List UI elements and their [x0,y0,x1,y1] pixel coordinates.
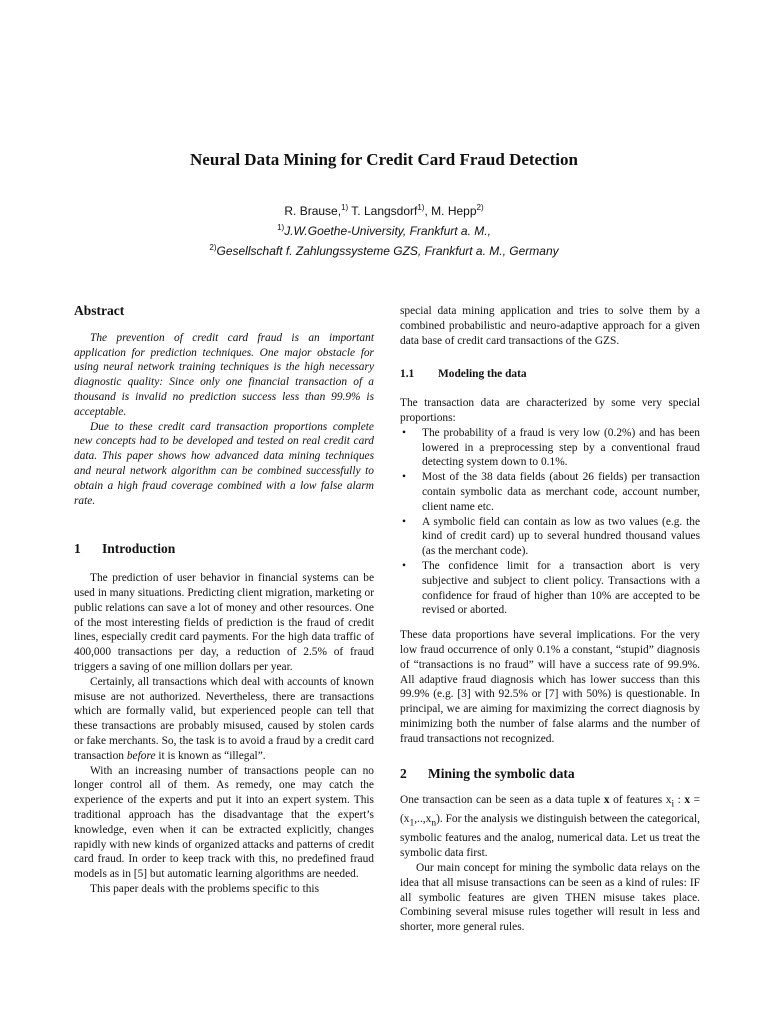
affiliation-mark: 1) [417,203,425,212]
list-item: • A symbolic field can contain as low as two values (e.g. the kind of credit card) up to several hundred thousand values (as the merchant code). [400,515,700,559]
section-heading [400,767,700,782]
abstract-body [74,331,374,509]
math-subscript: 1 [409,818,415,829]
section-number: 1 [74,541,81,557]
vector-symbol: x [684,794,691,807]
emphasis-text: before [126,749,156,762]
body-paragraph: special data mining application and tries to solve them by a combined probabilistic and neuro-adaptive approach for a given data base of credit card transactions of the GZS. [400,305,700,347]
affiliation-text: J.W.Goethe-University, Frankfurt a. M., [284,224,491,238]
body-text: Certainly, all transactions which deal with accounts of known misuse are not authorized. Nevertheless, there are transactions which are formally valid, but experienced people can tell that these transactions are probably misused, caused by stolen cards or fake merchants. So, the task is to avoid a fraud by a credit card transaction [74,675,374,762]
right-column [400,304,700,935]
abstract-paragraph: The prevention of credit card fraud is an important application for prediction techniques. One major obstacle for using neural network training techniques is the high necessary diagnostic quality: Since only one financial transaction of a thousand is invalid no prediction success less than 99.9% is acceptable. [74,331,374,418]
affiliation-line [0,244,768,258]
vector-symbol: x [603,794,610,807]
body-text: One transaction can be seen as a data tuple [400,794,604,807]
body-paragraph [74,675,374,764]
list-item: • The confidence limit for a transaction abort is very subjective and subject to client policy. Transactions with a confidence for fraud of higher than 10% are accepted to be revised or aborted. [400,559,700,618]
author-line [0,204,768,218]
body-paragraph: The prediction of user behavior in financial systems can be used in many situations. Predicting client migration, marketing or public relations can save a lot of money and other resources. One of the most interesting fields of prediction is the fraud of credit lines, especially credit card payments. For the high data traffic of 400,000 transactions per day, a reduction of 2.5% of fraud triggers a saving of one million dollars per year. [74,572,374,673]
author-name: T. Langsdorf [348,204,418,218]
author-name: , M. Hepp [424,204,477,218]
body-paragraph: The transaction data are characterized by some very special proportions: [400,397,700,424]
section-body [74,571,374,897]
math-subscript: n [431,818,437,829]
section-body [400,304,700,348]
body-text: = (x [400,794,700,826]
bullet-list [400,426,700,618]
affiliation-mark: 1) [341,203,349,212]
subsection-number: 1.1 [400,368,415,381]
affiliation-line [0,224,768,238]
body-text: it is known as “illegal”. [155,749,266,762]
body-paragraph: This paper deals with the problems specific to this [90,882,320,895]
subsection-heading [400,367,700,382]
affiliation-mark: 2) [476,203,484,212]
body-paragraph: Our main concept for mining the symbolic data relays on the idea that all misuse transactions can be seen as a kind of rules: IF all symbolic features are given THEN misuse takes place. Combining several misuse rules together will result in less and shorter, more general rules. [400,862,700,934]
left-column [74,304,374,897]
section-body [400,396,700,746]
math-subscript: i [671,799,675,810]
abstract-heading: Abstract [74,303,125,318]
body-text: ). For the analysis we distinguish between the categorical, symbolic features and the analog, numerical data. Let us treat the symbolic data first. [400,813,700,860]
body-text: : [674,794,685,807]
author-name: R. Brause, [284,204,342,218]
body-text: of features [609,794,666,807]
body-paragraph: With an increasing number of transactions people can no longer control all of them. As remedy, one may catch the experience of the experts and put it into an expert system. This traditional approach has the disadvantage that the expert’s knowledge, even when it can be extracted explicitly, changes rapidly with new kinds of organized attacks and patterns of credit card fraud. In order to keep track with this, no predefined fraud models as in [5] but automatic learning algorithms are needed. [74,764,374,881]
section-title: Introduction [102,541,176,557]
list-item: • Most of the 38 data fields (about 26 fields) per transaction contain symbolic data as merchant code, account number, client name etc. [400,470,700,514]
body-paragraph: These data proportions have several implications. For the very low fraud occurrence of only 0.1% a constant, “stupid” diagnosis of “transactions is no fraud” will have a success rate of 99.9%. All adaptive fraud diagnosis which has lower success than this 99.9% (e.g. [3] with 92.5% or [7] with 50%) is questionable. In principal, we are aiming for maximizing the correct diagnosis by minimizing both the number of false alarms and the number of fraud transactions not recognized. [400,629,700,745]
subsection-title: Modeling the data [438,368,527,381]
affiliation-mark: 2) [209,243,217,252]
body-text: ,..,x [414,813,432,826]
abstract-paragraph: Due to these credit card transaction proportions complete new concepts had to be developed and tested on real credit card data. This paper shows how advanced data mining techniques and neural network algorithm can be combined successfully to obtain a high fraud coverage combined with a low false alarm rate. [74,420,374,507]
section-body [400,793,700,935]
paper-title: Neural Data Mining for Credit Card Fraud Detection [190,150,578,169]
math-symbol: x [665,794,672,807]
section-title: Mining the symbolic data [428,765,575,781]
affiliation-mark: 1) [277,223,285,232]
section-number: 2 [400,765,407,781]
section-heading [74,542,374,557]
affiliation-text: Gesellschaft f. Zahlungssysteme GZS, Frankfurt a. M., Germany [216,244,559,258]
list-item: • The probability of a fraud is very low (0.2%) and has been lowered in a preprocessing step by a conventional fraud detecting system down to 0.1%. [400,426,700,470]
body-paragraph [400,793,700,861]
